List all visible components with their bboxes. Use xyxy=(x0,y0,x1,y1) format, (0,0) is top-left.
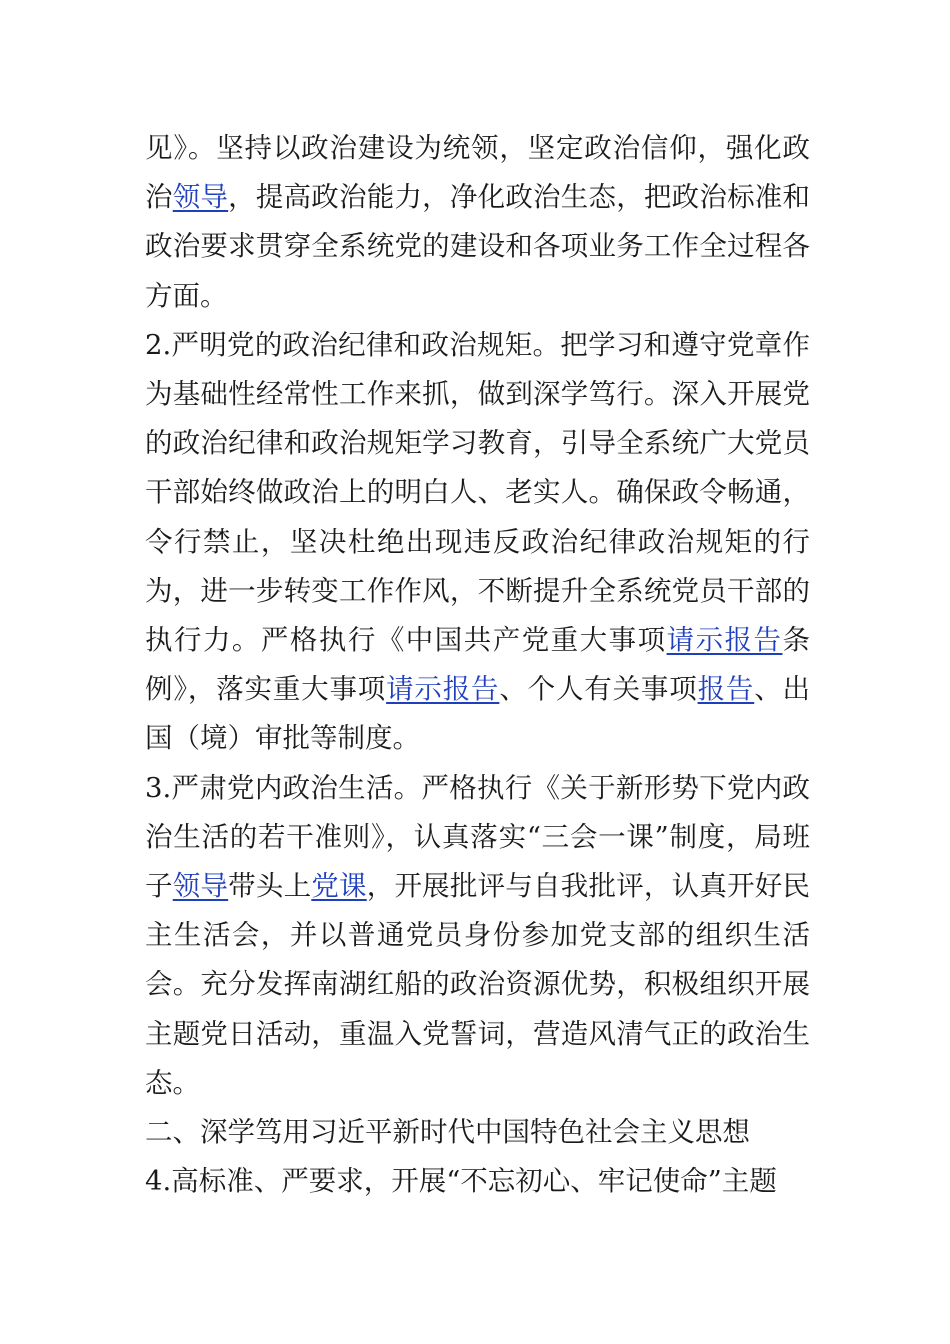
paragraph-political-discipline xyxy=(145,321,810,764)
paragraph-political-construction xyxy=(145,124,810,321)
paragraph-text: 3.严肃党内政治生活。严格执行《关于新形势下党内政治生活的若干准则》，认真落实“三会一课”制度，局班子 xyxy=(145,771,810,903)
section-heading-text: 二、深学笃用习近平新时代中国特色社会主义思想 xyxy=(145,1116,750,1149)
paragraph-text: ，开展批评与自我批评，认真开好民主生活会，并以普通党员身份参加党支部的组织生活会。充分发挥南湖红船的政治资源优势，积极组织开展主题党日活动，重温入党誓词，营造风清气正的政治生态。 xyxy=(145,870,811,1099)
paragraph-text: 带头上 xyxy=(228,870,312,903)
link-request-report[interactable]: 请示报告 xyxy=(666,624,783,657)
document-page xyxy=(145,124,810,1206)
paragraph-text: 、出国（境）审批等制度。 xyxy=(145,673,811,755)
paragraph-text: 、个人有关事项 xyxy=(499,673,698,706)
paragraph-text: 条例》，落实重大事项 xyxy=(145,624,811,706)
link-report[interactable]: 报告 xyxy=(697,673,755,706)
paragraph-text: 4.高标准、严要求，开展“不忘初心、牢记使命”主题 xyxy=(145,1165,777,1198)
section-heading xyxy=(145,1108,810,1157)
link-leadership[interactable]: 领导 xyxy=(172,870,229,903)
paragraph-party-political-life xyxy=(145,764,810,1108)
paragraph-text: 2.严明党的政治纪律和政治规矩。把学习和遵守党章作为基础性经常性工作来抓，做到深学笃行。深入开展党的政治纪律和政治规矩学习教育，引导全系统广大党员干部始终做政治上的明白人、老实人。确保政令畅通，令行禁止，坚决杜绝出现违反政治纪律政治规矩的行为，进一步转变工作作风，不断提升全系统党员干部的执行力。严格执行《中国共产党重大事项 xyxy=(145,328,810,657)
paragraph-high-standards xyxy=(145,1157,810,1206)
link-request-report[interactable]: 请示报告 xyxy=(386,673,500,706)
link-party-lecture[interactable]: 党课 xyxy=(311,870,367,903)
link-leadership[interactable]: 领导 xyxy=(172,181,229,214)
paragraph-text: ，提高政治能力，净化政治生态，把政治标准和政治要求贯穿全系统党的建设和各项业务工作全过程各方面。 xyxy=(145,181,811,312)
paragraph-text: 见》。坚持以政治建设为统领，坚定政治信仰，强化政治 xyxy=(145,132,810,214)
